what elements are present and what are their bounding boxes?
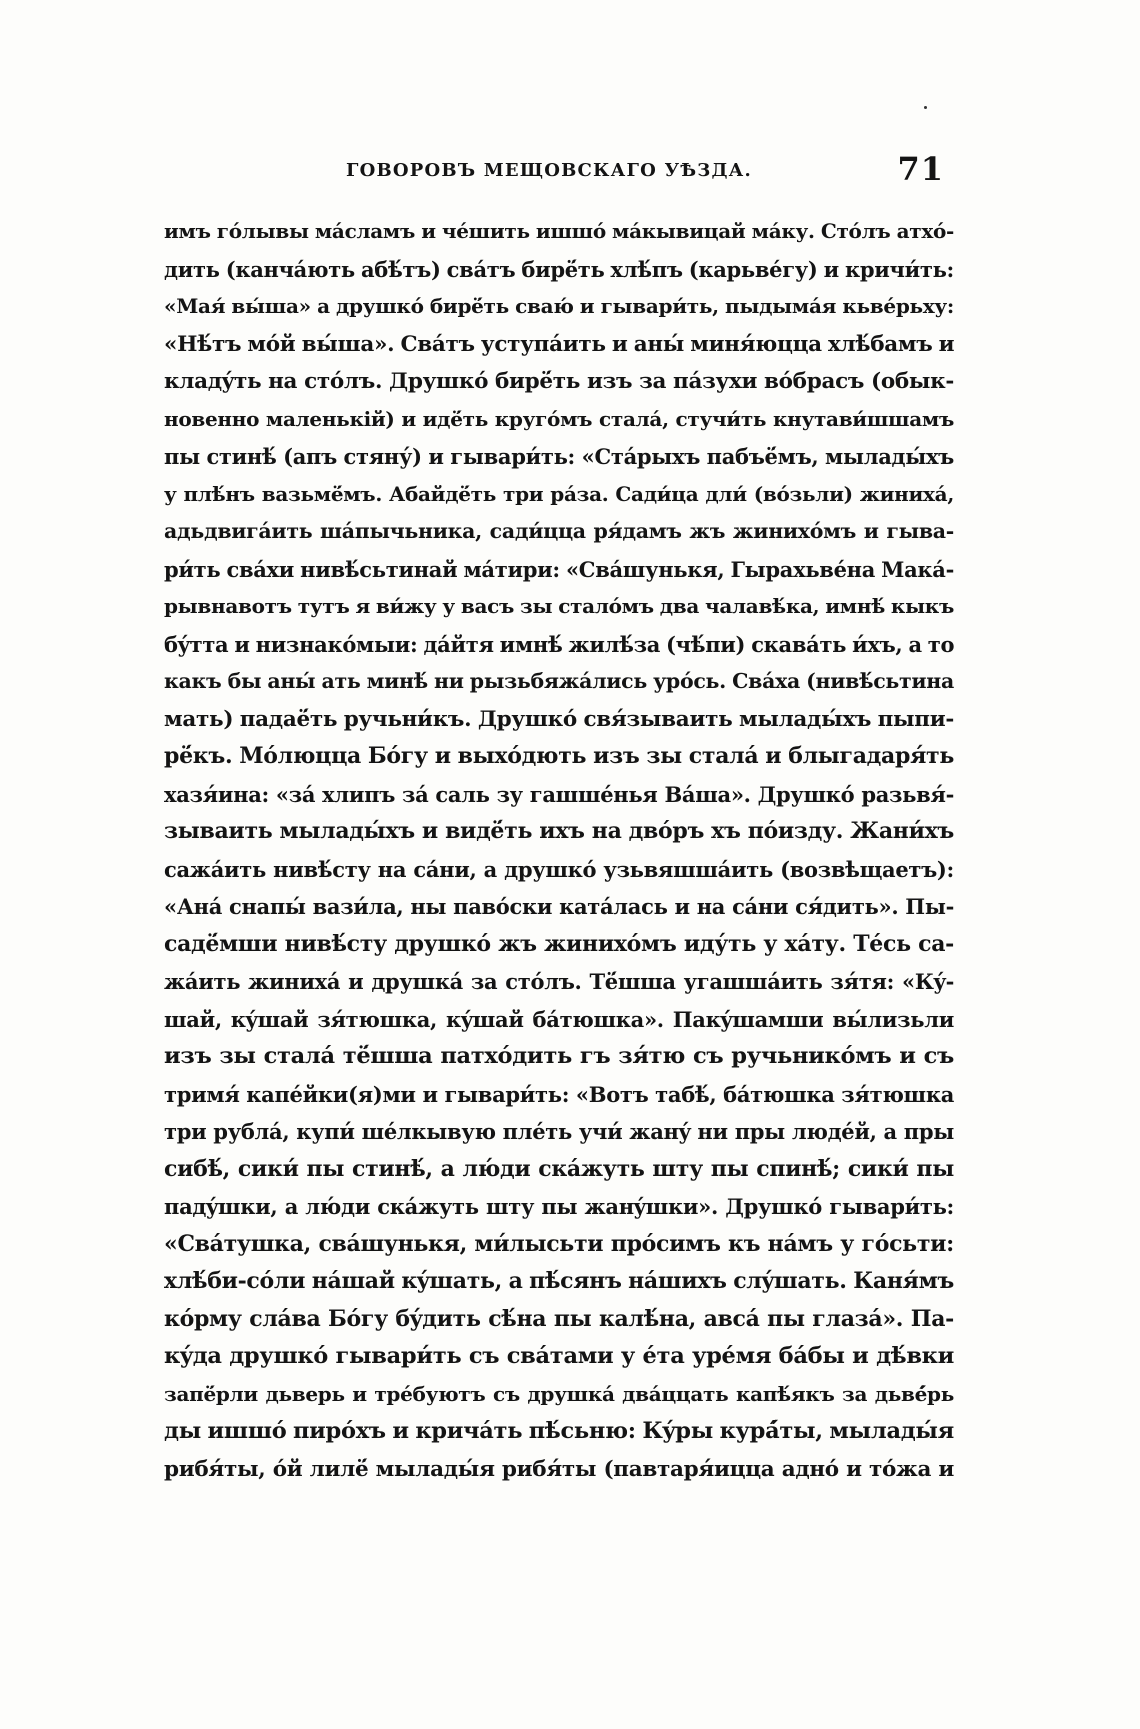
text-line: кóрму слáва Бóгу бýдить сѣ́на пы калѣ́на, авсá пы глазá». Па- — [164, 1305, 954, 1332]
text-line: садё́мши нивѣ́сту друшкó жъ жинихóмъ иду́ть у хáту. Тéсь са- — [164, 930, 954, 957]
text-line: сибѣ́, сики́ пы стинѣ́, а лю́ди скáжуть шту пы спинѣ́; сики́ пы — [164, 1155, 954, 1182]
text-line: рё́къ. Мóлюцца Бóгу и выхóдють изъ зы сталá и блыгадаря́ть — [164, 743, 954, 769]
text-line: зываить мылады́хъ и видё́ть ихъ на двóръ хъ пóизду. Жани́хъ — [164, 818, 954, 844]
text-line: рывнавотъ тутъ я ви́жу у васъ зы сталóмъ два чалавѣ́ка, имнѣ́ кыкъ — [164, 594, 954, 618]
text-line: хазя́ина: «зá хлипъ зá саль зу гашшéнья Вáша». Друшкó разьвя́- — [164, 781, 954, 807]
body-text — [164, 213, 954, 1488]
text-line: шай, кýшай зя́тюшка, кýшай бáтюшка». Пакýшамши вы́лизьли — [164, 1006, 954, 1032]
text-line: «Мая́ вы́ша» а друшкó бирё́ть сваю́ и гывари́ть, пыдымáя кьвéрьху: — [164, 294, 954, 318]
speck-mark — [924, 106, 927, 109]
text-line: бýтта и низнакóмыи: дáйтя имнѣ́ жилѣ́за (чѣ́пи) скавáть и́хъ, а то — [164, 631, 955, 657]
text-line: тримя́ капéйки(я)ми и гывари́ть: «Вотъ табѣ́, бáтюшка зя́тюшка — [164, 1081, 954, 1107]
text-line: запё́рли дьверь и трéбуютъ съ друшкá двáццать капѣ́якъ за дьвé́рь — [164, 1381, 954, 1406]
text-line: ды ишшó пирóхъ и кричáть пѣ́сьню: Кýры курá́ты, мылады́я — [164, 1418, 954, 1444]
text-line: сажáить нивѣ́сту на сáни, а друшкó узьвяшшáить (возвѣщаетъ): — [164, 856, 954, 882]
text-line: хлѣ́би-сóли нáшай кýшать, а пѣ́сянъ нáшихъ слýшать. Каня́мъ — [164, 1268, 954, 1294]
text-line: ри́ть свáхи нивѣ́сьтинай мáтири: «Свáшунькя, Гырахьвéна Макá- — [164, 556, 954, 582]
text-line: жáить жинихá и друшкá за стóлъ. Тё́шша угашшáить зя́тя: «Кý- — [164, 969, 954, 994]
text-line: какъ бы аны́ ать минѣ́ ни рызьбяжáлись урóсь. Свáха (нивѣ́сьтина — [164, 669, 954, 693]
text-line: рибя́ты, óй лилё́ мылады́я рибя́ты (павтаря́ицца аднó и тóжа и — [164, 1456, 954, 1482]
text-line: адьдвигáить шáпычьника, сади́цца ря́дамъ жъ жинихóмъ и гыва- — [164, 519, 954, 543]
running-title: ГОВОРОВЪ МЕЩОВСКАГО УѢЗДА. — [345, 160, 753, 181]
text-line: у плѣ́нъ вазьмё́мъ. Абайдё́ть три рáза. Сади́ца дли́ (вóзьли) жинихá, — [164, 481, 954, 506]
text-line: новенно маленькій) и идё́ть кругóмъ сталá, стучи́ть кнутави́шшамъ — [164, 406, 954, 431]
text-line: имъ гóлывы мáсламъ и чéшить ишшó мáкывицай мáку. Стóлъ атхó- — [164, 219, 954, 243]
text-line: пы стинѣ́ (апъ стяну́) и гывари́ть: «Стáрыхъ пабъё́мъ, мылады́хъ — [164, 444, 954, 469]
text-line: «Нѣ́тъ мóй вы́ша». Свáтъ уступáить и аны́ миня́юцца хлѣ́бамъ и — [164, 331, 955, 357]
text-line: «Свáтушка, свáшунькя, ми́лысьти прóсимъ къ нáмъ у гóсьти: — [164, 1230, 954, 1257]
text-line: дить (канчáють абѣ́тъ) свáтъ бирё́ть хлѣ́пъ (карьвéгу) и кричи́ть: — [164, 256, 954, 282]
page-header — [164, 150, 944, 190]
text-line: изъ зы сталá тё́шша патхóдить гъ зя́тю съ ручьникóмъ и съ — [164, 1043, 954, 1069]
text-line: «Анá снапы́ вази́ла, ны павóски катáлась и на сáни ся́дить». Пы- — [164, 894, 954, 919]
page-number: 71 — [897, 150, 944, 188]
text-line: кладýть на стóлъ. Друшкó бирё́ть изъ за пáзухи вóбрасъ (обык- — [164, 369, 954, 394]
text-line: три рублá, купи́ шéлкывую плéть учи́ жанý ни пры людéй, а пры — [164, 1119, 954, 1144]
text-line: падýшки, а лю́ди скáжуть шту пы жанýшки». Друшкó гывари́ть: — [164, 1194, 954, 1219]
text-line: кýда друшкó гывари́ть съ свáтами у éта урéмя бáбы и дѣ́вки — [164, 1343, 954, 1369]
text-line: мать) падаё́ть ручьни́къ. Друшкó свя́зываить мылады́хъ пыпи- — [164, 706, 954, 732]
